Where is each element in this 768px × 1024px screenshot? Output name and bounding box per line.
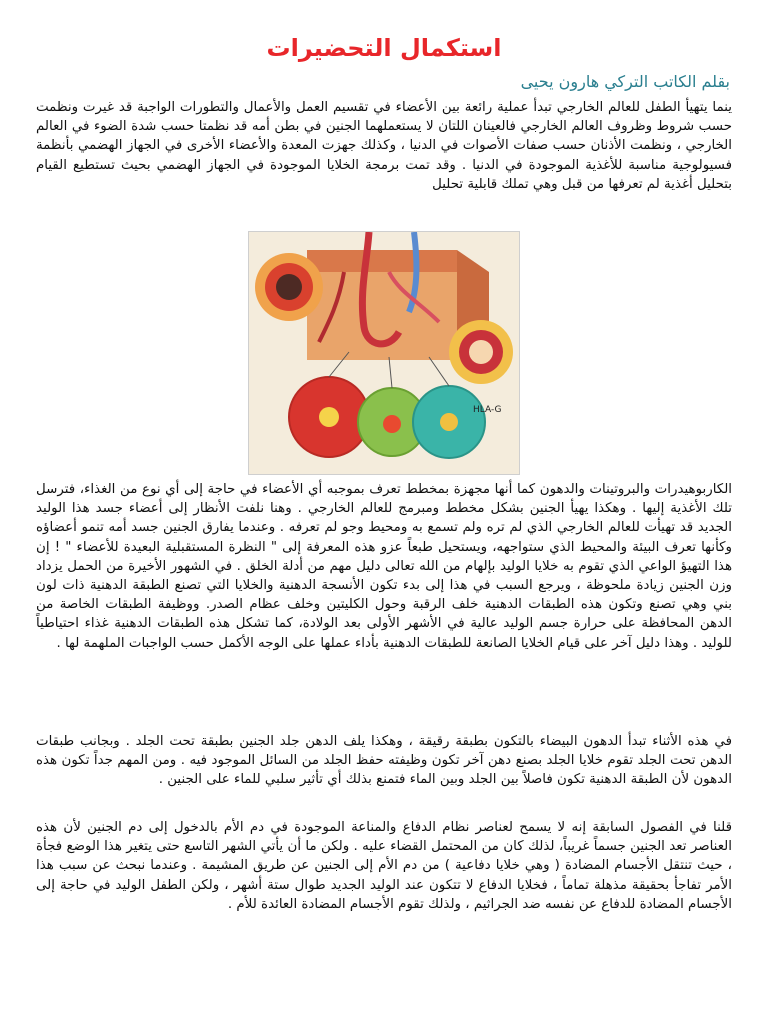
placenta-illustration (249, 232, 519, 474)
cell-green-nucleus (383, 415, 401, 433)
paragraph-3: في هذه الأثناء تبدأ الدهون البيضاء بالتكون بطبقة رقيقة ، وهكذا يلف الدهن جلد الجنين بطبقة تحت الجلد . وبجانب طبقات الدهن تحت الجلد تقوم خلايا الجلد بصنع دهن آخر تكون وظيفته حفظ الجلد من السائل الموجود فيه . ومن المهم جداً تكون هذه الدهون لأن الطبقة الدهنية تكون فاصلاً بين الجلد وبين الماء فتمنع بذلك أي تأثير سلبي للماء على الجنين . (36, 734, 732, 788)
page-title: استكمال التحضيرات (266, 34, 502, 62)
placenta-diagram (248, 231, 520, 475)
cell-teal-nucleus (440, 413, 458, 431)
ring-center (469, 340, 493, 364)
tissue-top-layer (307, 250, 457, 272)
paragraph-4: قلنا في الفصول السابقة إنه لا يسمح لعناصر نظام الدفاع والمناعة الموجودة في دم الأم بالدخول إلى دم الجنين لأن هذه العناصر تعد الجنين جسماً غريباً، لذلك كان من المحتمل القضاء عليه . ولكن ما أن يأتي الشهر التاسع حتى يتغير هذا الوضع فجأة ، حيث تنتقل الأجسام المضادة ( وهي خلايا دفاعية ) من دم الأم إلى الجنين عن طريق المشيمة . وعندما نبحث عن سبب هذا الأمر تفاجأ بحقيقة مذهلة تماماً ، فخلايا الدفاع لا تتكون عند الوليد الجديد طوال ستة أشهر ، ولكن الطفل الوليد في حاجة إلى الأجسام المضادة للدفاع عن نفسه ضد الجراثيم ، ولذلك تقوم الأجسام المضادة العائدة للأم . (36, 820, 732, 912)
author-line: بقلم الكاتب التركي هارون يحيى (520, 72, 730, 91)
paragraph-1: ينما يتهيأ الطفل للعالم الخارجي تبدأ عملية رائعة بين الأعضاء في تقسيم العمل والأعمال والتطورات الواجبة قد غيرت ونظمت حسب شروط وظروف العالم الخارجي فالعينان اللتان لا يستعملهما الجنين في بطن أمه قد نظمتا حسب شدة الضوء في العالم الخارجي ، ونظمت الأذنان حسب صفات الأصوات في الدنيا ، وكذلك جهزت المعدة والأعضاء الأخرى في الجهاز الهضمي بأنظمة فسيولوجية مناسبة للأغذية الموجودة في الدنيا . وقد تمت برمجة الخلايا الموجودة في الجهاز الهضمي بحيث تستطيع القيام بتحليل أغذية لم تعرفها من قبل وهي تملك قابلية تحليل (36, 100, 732, 192)
cell-red-nucleus (319, 407, 339, 427)
embryo-core (276, 274, 302, 300)
hla-g-label: HLA-G (473, 405, 502, 415)
paragraph-2: الكاربوهيدرات والبروتينات والدهون كما أنها مجهزة بمخطط تعرف بموجبه أي الأعضاء في حاجة إلى أي نوع من الغذاء، فترسل تلك الأغذية إليها . وهكذا يهيأ الجنين بشكل مخطط ومبرمج للعالم الخارجي . وهنا نلفت الأنظار إلى أعضاء جسد هذا الوليد الجديد قد تهيأت للعالم الخارجي الذي لم تره ولم تسمع به ومحيط وجو لم تعرفه . وعندما يفارق الجنين جسد أمه تنمو أعضاؤه وكأنها تعرف البيئة والمحيط الذي ستواجهه، ويستحيل طبعاً عزو هذه المعرفة إلى " النظرة المستقبلية البعيدة للأعضاء " ! إن هذا التهيؤ الواعي الذي تقوم به خلايا الوليد بإلهام من الله تعالى دليل مهم من أدلة الخلق . في الشهور الأخيرة من الحمل يزداد وزن الجنين زيادة ملحوظة ، ويرجع السبب في هذا إلى بدء تكون الأنسجة الدهنية والخلايا التي تصنع الطبقة الدهنية ذات لون بني وهي تصنع وتكون هذه الطبقات الدهنية خلف الرقبة وحول الكليتين وخلف عظام الصدر. ووظيفة الطبقات الخاصة من الدهن المحافظة على حرارة جسم الوليد عالية في الأشهر الأولى بعد الولادة، كما تشكل هذه الطبقات الدهنية غذاء احتياطياً للوليد . وهذا دليل آخر على قيام الخلايا الصانعة للطبقات الدهنية بأداء عملها على الوجه الأكمل حسب الواجبات الملهمة لها . (36, 482, 732, 651)
